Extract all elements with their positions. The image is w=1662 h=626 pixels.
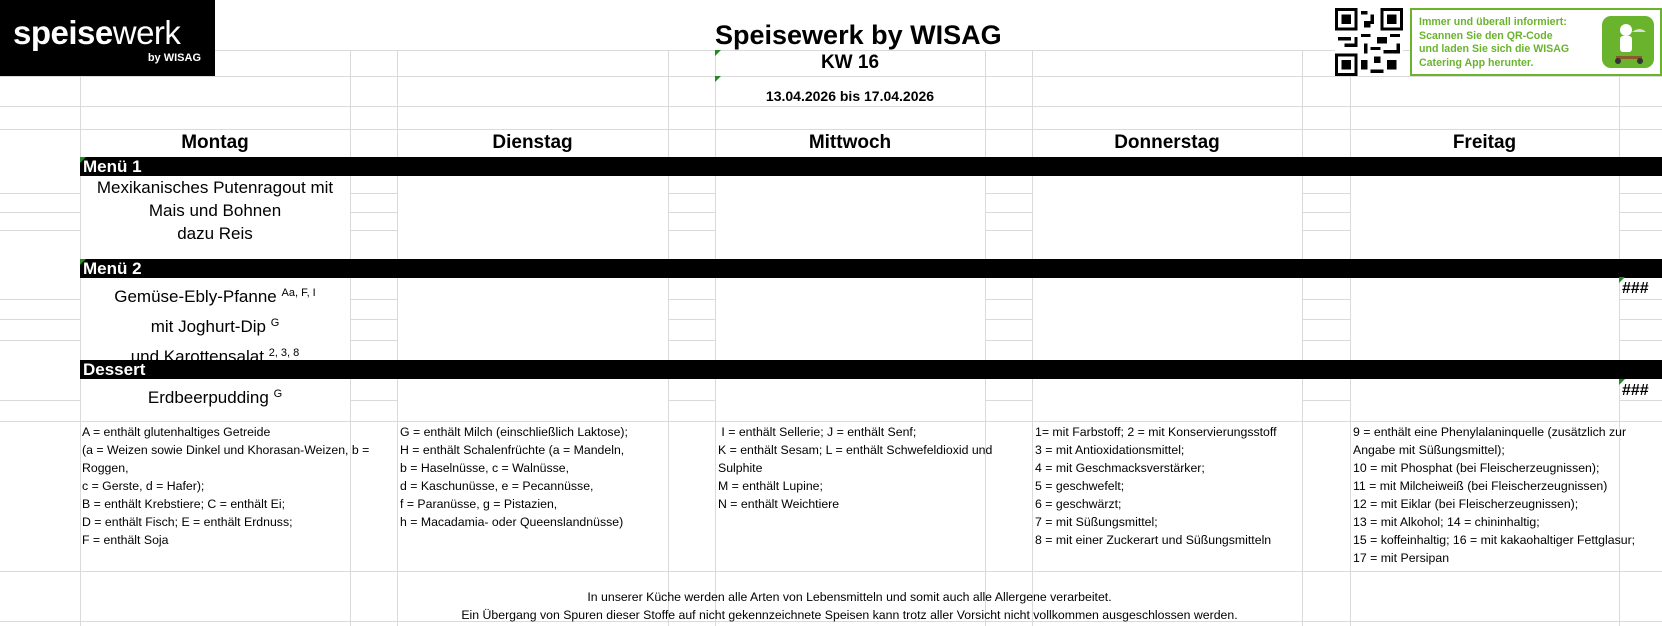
legend-line: 6 = geschwärzt; [1035, 497, 1122, 511]
legend-line: 8 = mit einer Zuckerart und Süßungsmitteln [1035, 533, 1272, 547]
gridline [350, 193, 397, 194]
legend-column[interactable] [1035, 423, 1277, 549]
promo-line: Scannen Sie den QR-Code [1419, 29, 1553, 42]
gridline [215, 106, 1662, 107]
menu-2-monday-cell[interactable] [80, 280, 350, 370]
dish-line [80, 176, 350, 199]
legend-line: 13 = mit Alkohol; 14 = chininhaltig; [1353, 515, 1540, 529]
legend-line: Angabe mit Süßungsmittel); [1353, 443, 1505, 457]
gridline [0, 299, 80, 300]
legend-line: f = Paranüsse, g = Pistazien, [400, 497, 558, 511]
gridline [1302, 319, 1350, 320]
cell-comment-marker [715, 50, 721, 56]
gridline [668, 50, 669, 626]
gridline [985, 340, 1032, 341]
gridline [0, 129, 215, 130]
gridline [0, 230, 80, 231]
legend-line: B = enthält Krebstiere; C = enthält Ei; [82, 497, 286, 511]
allergen-codes: G [273, 388, 283, 400]
gridline [0, 319, 80, 320]
gridline [1619, 193, 1662, 194]
gridline [0, 340, 80, 341]
legend-line: N = enthält Weichtiere [718, 497, 840, 511]
dish-line [80, 222, 350, 245]
day-header-thursday[interactable]: Donnerstag [1114, 132, 1220, 153]
gridline [1302, 212, 1350, 213]
gridline [350, 400, 397, 401]
overflow-cell-dessert[interactable]: ### [1622, 382, 1649, 399]
legend-line: D = enthält Fisch; E = enthält Erdnuss; [82, 515, 293, 529]
legend-column[interactable] [1353, 423, 1635, 567]
legend-line: Roggen, [82, 461, 129, 475]
gridline [350, 230, 397, 231]
qr-code-icon [1334, 8, 1404, 76]
dish-line [80, 280, 350, 310]
gridline [350, 212, 397, 213]
dish-text: Mais und Bohnen [148, 201, 282, 220]
catering-app-promo [1410, 8, 1662, 76]
section-bar-menu-2[interactable]: Menü 2 [80, 259, 1662, 278]
dish-text: Mexikanisches Putenragout mit [96, 178, 334, 197]
legend-line: h = Macadamia- oder Queenslandnüsse) [400, 515, 624, 529]
dish-text: dazu Reis [177, 224, 253, 243]
promo-line: Immer und überall informiert: [1419, 16, 1567, 28]
legend-line: 11 = mit Milcheiweiß (bei Fleischerzeugnissen) [1353, 479, 1608, 493]
gridline [985, 50, 986, 626]
gridline [215, 76, 1662, 77]
dish-text: Gemüse-Ebly-Pfanne [114, 287, 277, 306]
gridline [668, 212, 715, 213]
gridline [0, 193, 80, 194]
page-title[interactable]: Speisewerk by WISAG [715, 20, 1002, 50]
dish-line [80, 310, 350, 340]
legend-column[interactable] [400, 423, 628, 531]
overflow-cell-menu-2[interactable]: ### [1622, 280, 1649, 297]
gridline [350, 340, 397, 341]
legend-line: 9 = enthält eine Phenylalaninquelle (zusätzlich zur [1353, 425, 1627, 439]
legend-line: 17 = mit Persipan [1353, 551, 1450, 565]
day-header-friday[interactable]: Freitag [1452, 132, 1517, 153]
legend-line: 15 = koffeinhaltig; 16 = mit kakaohaltiger Fettglasur; [1353, 533, 1636, 547]
cell-comment-marker [80, 259, 86, 265]
gridline [1619, 299, 1662, 300]
notice-line: Ein Übergang von Spuren dieser Stoffe auf nicht gekennzeichnete Speisen kann trotz aller Vorsicht nicht vollkommen ausgeschlossen werden. [461, 608, 1238, 622]
gridline [1619, 212, 1662, 213]
allergen-codes: Aa, F, I [281, 287, 316, 299]
legend-line: d = Kaschunüsse, e = Pecannüsse, [400, 479, 594, 493]
gridline [1302, 193, 1350, 194]
gridline [0, 400, 80, 401]
legend-line: F = enthält Soja [82, 533, 169, 547]
cell-comment-marker [80, 157, 86, 163]
menu-1-monday-cell[interactable] [80, 176, 350, 245]
gridline [985, 193, 1032, 194]
legend-line: 1= mit Farbstoff; 2 = mit Konservierungsstoff [1035, 425, 1277, 439]
dessert-monday-cell[interactable] [80, 383, 350, 409]
dish-line [80, 383, 350, 409]
legend-line: 12 = mit Eiklar (bei Fleischerzeugnissen); [1353, 497, 1579, 511]
legend-line: A = enthält glutenhaltiges Getreide [82, 425, 271, 439]
gridline [668, 193, 715, 194]
legend-line: 5 = geschwefelt; [1035, 479, 1125, 493]
gridline [668, 400, 715, 401]
gridline [0, 421, 1662, 422]
logo-brand-light: werk [112, 14, 181, 51]
allergen-notice[interactable] [80, 588, 1619, 624]
gridline [668, 299, 715, 300]
gridline [1302, 230, 1350, 231]
gridline [1302, 340, 1350, 341]
dish-line [80, 340, 350, 370]
legend-line: (a = Weizen sowie Dinkel und Khorasan-Weizen, b = [82, 443, 370, 457]
gridline [215, 129, 1662, 130]
gridline [0, 76, 215, 77]
gridline [985, 212, 1032, 213]
logo-brand-bold: speise [13, 14, 113, 51]
legend-line: 10 = mit Phosphat (bei Fleischerzeugnissen); [1353, 461, 1600, 475]
allergen-codes: 2, 3, 8 [268, 347, 300, 359]
legend-line: 3 = mit Antioxidationsmittel; [1035, 443, 1185, 457]
gridline [1302, 400, 1350, 401]
allergen-codes: G [270, 317, 280, 329]
day-header-wednesday[interactable]: Mittwoch [808, 132, 892, 153]
gridline [350, 299, 397, 300]
chef-app-icon [1602, 16, 1654, 68]
promo-line: Catering App herunter. [1419, 56, 1534, 69]
gridline [0, 212, 80, 213]
notice-line: In unserer Küche werden alle Arten von Lebensmitteln und somit auch alle Allergene verarbeitet. [587, 590, 1112, 604]
date-range[interactable]: 13.04.2026 bis 17.04.2026 [765, 88, 935, 104]
promo-line: und laden Sie sich die WISAG [1419, 43, 1570, 55]
cell-comment-marker [715, 76, 721, 82]
week-number[interactable]: KW 16 [820, 52, 880, 73]
section-bar-dessert[interactable]: Dessert [80, 360, 1662, 379]
legend-line: 7 = mit Süßungsmittel; [1035, 515, 1158, 529]
dish-text: Erdbeerpudding [147, 388, 269, 407]
dish-line [80, 199, 350, 222]
gridline [1302, 299, 1350, 300]
legend-line: I = enthält Sellerie; J = enthält Senf; [718, 425, 917, 439]
speisewerk-logo [0, 0, 215, 76]
gridline [0, 571, 1662, 572]
gridline [985, 400, 1032, 401]
gridline [668, 319, 715, 320]
legend-line: 4 = mit Geschmacksverstärker; [1035, 461, 1205, 475]
gridline [1619, 230, 1662, 231]
legend-line: b = Haselnüsse, c = Walnüsse, [400, 461, 570, 475]
legend-column[interactable] [718, 423, 992, 513]
gridline [1619, 400, 1662, 401]
legend-line: c = Gerste, d = Hafer); [82, 479, 205, 493]
gridline [668, 340, 715, 341]
section-bar-menu-1[interactable]: Menü 1 [80, 157, 1662, 176]
day-header-monday[interactable]: Montag [181, 132, 249, 153]
dish-text: mit Joghurt-Dip [150, 317, 266, 336]
gridline [668, 230, 715, 231]
gridline [350, 319, 397, 320]
gridline [985, 230, 1032, 231]
gridline [0, 106, 215, 107]
legend-line: K = enthält Sesam; L = enthält Schwefeldioxid und [718, 443, 993, 457]
gridline [1302, 50, 1303, 626]
gridline [1619, 319, 1662, 320]
legend-column[interactable] [82, 423, 369, 549]
legend-line: G = enthält Milch (einschließlich Laktose); [400, 425, 628, 439]
gridline [985, 299, 1032, 300]
day-header-tuesday[interactable]: Dienstag [492, 132, 573, 153]
logo-sub: by WISAG [147, 52, 201, 64]
legend-line: H = enthält Schalenfrüchte (a = Mandeln, [400, 443, 625, 457]
dish-text: und Karottensalat [130, 347, 264, 366]
legend-line: M = enthält Lupine; [718, 479, 823, 493]
gridline [1619, 340, 1662, 341]
gridline [985, 319, 1032, 320]
legend-line: Sulphite [718, 461, 763, 475]
